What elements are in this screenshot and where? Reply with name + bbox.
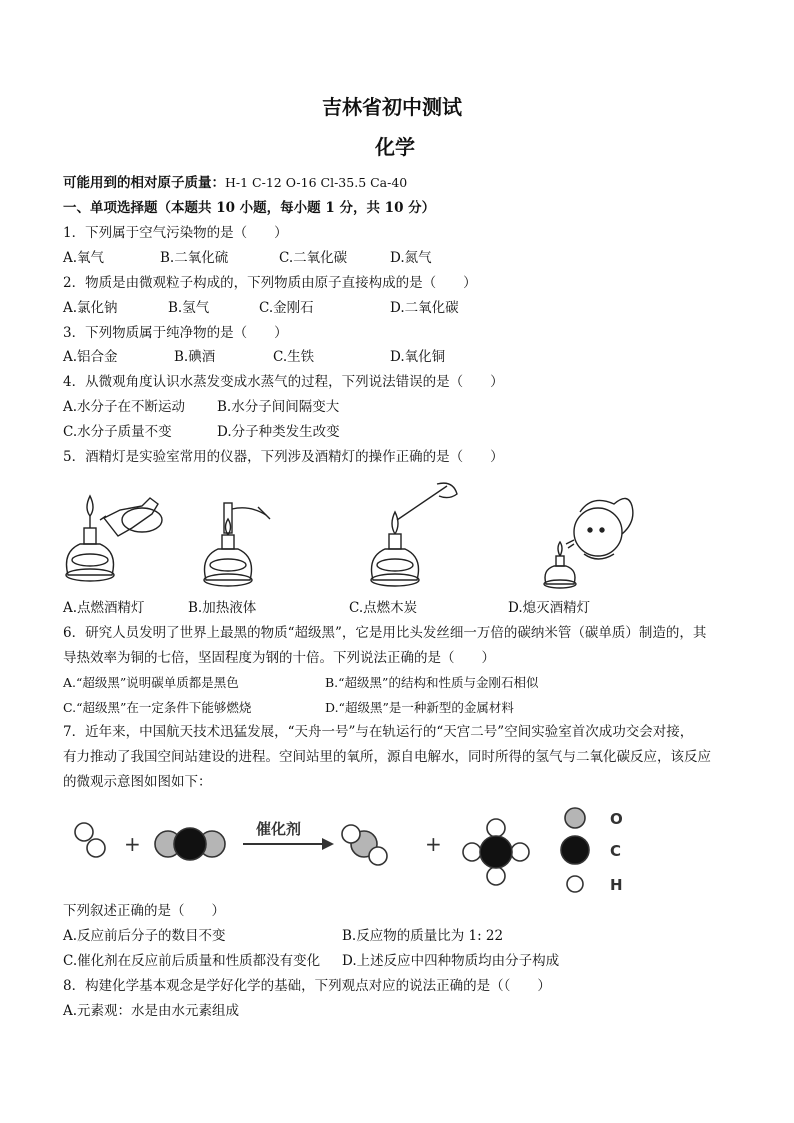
q4-option-a: A.水分子在不断运动 [63,399,186,415]
legend-c-atom [561,836,589,864]
q5-stem: 5．酒精灯是实验室常用的仪器，下列涉及酒精灯的操作正确的是（ ） [63,449,504,465]
q3-option-d: D.氧化铜 [390,349,446,365]
q6-stem-line2: 导热效率为铜的七倍，坚固程度为钢的十倍。下列说法正确的是（ ） [63,650,495,666]
q6-option-a: A.“超级黑”说明碳单质都是黑色 [63,675,239,690]
h-atom [342,825,360,843]
lighting-charcoal-illustration [365,480,465,595]
q6-option-c: C.“超级黑”在一定条件下能够燃烧 [63,700,252,715]
q4-option-d: D.分子种类发生改变 [217,424,340,440]
catalyst-label: 催化剂 [256,820,302,838]
q4-option-b: B.水分子间间隔变大 [217,399,340,415]
q1-option-c: C.二氧化碳 [279,250,348,266]
q1-option-a: A.氧气 [63,250,105,266]
atomic-mass-line [63,174,407,192]
q2-option-b: B.氢气 [168,300,210,316]
atomic-mass-values: H-1 C-12 O-16 Cl-35.5 Ca-40 [225,175,408,190]
page-title: 吉林省初中测试 [322,95,462,119]
q3-stem: 3．下列物质属于纯净物的是（ ） [63,325,288,341]
legend-o-atom [565,808,585,828]
q3-option-c: C.生铁 [273,349,315,365]
q1-stem: 1．下列属于空气污染物的是（ ） [63,225,288,241]
q1-option-d: D.氮气 [390,250,432,266]
q5-option-a: A.点燃酒精灯 [63,600,145,616]
h-atom [487,867,505,885]
heating-liquid-illustration [198,495,278,595]
q7-option-a: A.反应前后分子的数目不变 [63,928,226,944]
c-atom [480,836,512,868]
q7-ask: 下列叙述正确的是（ ） [63,903,225,919]
h-atom [87,839,105,857]
q4-stem: 4．从微观角度认识水蒸发变成水蒸气的过程，下列说法错误的是（ ） [63,374,504,390]
q1-option-b: B.二氧化硫 [160,250,229,266]
q7-option-d: D.上述反应中四种物质均由分子构成 [342,953,560,969]
section-heading: 一、单项选择题（本题共 10 小题，每小题 1 分，共 10 分） [63,200,436,216]
q7-option-c: C.催化剂在反应前后质量和性质都没有变化 [63,953,321,969]
q5-option-c: C.点燃木炭 [349,600,418,616]
plus-sign: + [425,832,442,856]
q7-stem-line3: 的微观示意图如图如下： [63,774,212,790]
q6-option-b: B.“超级黑”的结构和性质与金刚石相似 [325,675,539,690]
q2-option-d: D.二氧化碳 [390,300,459,316]
legend-h-atom [567,876,583,892]
subject-title: 化学 [375,135,415,159]
h-atom [511,843,529,861]
q6-option-d: D.“超级黑”是一种新型的金属材料 [325,700,514,715]
h-atom [75,823,93,841]
blowing-out-lamp-illustration [540,482,640,597]
q3-option-a: A.铝合金 [63,349,118,365]
q7-stem-line1: 7．近年来，中国航天技术迅猛发展，“天舟一号”与在轨运行的“天宫二号”空间实验室首次成功交会对接， [63,724,694,740]
q2-option-a: A.氯化钠 [63,300,118,316]
q4-option-c: C.水分子质量不变 [63,424,172,440]
q7-option-b: B.反应物的质量比为 1: 22 [342,928,504,944]
q7-stem-line2: 有力推动了我国空间站建设的进程。空间站里的氧所，源自电解水，同时所得的氢气与二氧化碳反应，该反应 [63,749,711,765]
reaction-diagram [60,798,660,898]
plus-sign: + [124,832,141,856]
h-atom [463,843,481,861]
legend-label-h: H [610,876,623,894]
arrow-head-icon [322,838,334,850]
legend-label-c: C [610,842,622,860]
q6-stem-line1: 6．研究人员发明了世界上最黑的物质“超级黑”，它是用比头发丝细一万倍的碳纳米管（碳单质）制造的，其 [63,625,707,641]
c-atom [174,828,206,860]
q2-option-c: C.金刚石 [259,300,314,316]
q8-stem: 8．构建化学基本观念是学好化学的基础，下列观点对应的说法正确的是（（ ） [63,978,551,994]
q8-option-a: A.元素观：水是由水元素组成 [63,1003,240,1019]
lighting-lamp-illustration [60,480,180,595]
q5-option-d: D.熄灭酒精灯 [508,600,591,616]
q5-option-b: B.加热液体 [188,600,257,616]
legend-label-o: O [610,810,623,828]
q3-option-b: B.碘酒 [174,349,216,365]
h-atom [487,819,505,837]
h-atom [369,847,387,865]
atomic-mass-label: 可能用到的相对原子质量： [63,175,225,191]
q2-stem: 2．物质是由微观粒子构成的，下列物质由原子直接构成的是（ ） [63,275,477,291]
